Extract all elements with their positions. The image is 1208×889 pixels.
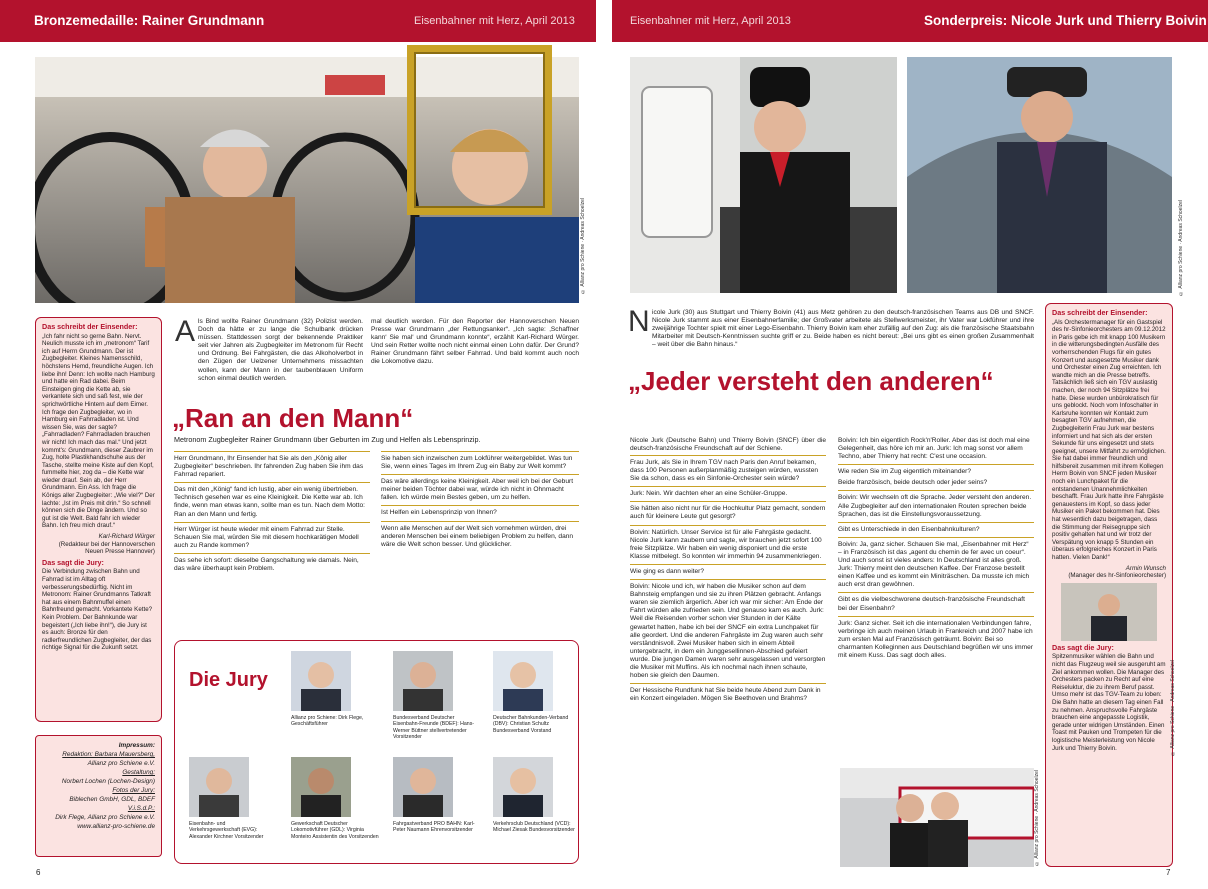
left-sidebar-text-1: „Ich fahr nicht so gerne Bahn. Nervt. Neulich musste ich im „metronom“ Tarif ich auf Herrn Grundmann. Der ist Zugbegleiter. Kleines Namensschild, höchstens Hemd, freundliche Augen. Ich liebe ihn! Denn: Ich wollte nach Hamburg und hatte ein Rad dabei. Beim Einsteigen ging die Kette ab, sie verkantete sich und saß fest, wie der sprichwörtliche Hintern auf dem Eimer. Ich frage den Zugbegleiter, wo in Hamburg ein Fahrradladen ist. Und wissen Sie, was der sagte? „Fahrradladen? Fahrradladen brauchen wir nicht! Ich mach das mal.“ Und jetzt kommt's: Grundmann, dieser Zaubrer im Zug, holte Plastikhandschuhe aus der Tasche, stellte meine Kiste auf den Kopf, fummelte hier, zog da – die Kette war wieder drauf. Sein ab, der Herr Grundmann. Ein Ass. Ich frage die Königs aller Zugbegleiter: „Wie viel?“ Der lachte: „Ist im Preis mit drin.“ So schnell können sich die Dinge ändern. Und so gut ist die Welt. Bald fahr ich wieder Bahn. Ich freu mich drauf.“ [42,332,155,530]
gold-frame [407,45,552,215]
right-intro: icole Jurk (30) aus Stuttgart und Thierry Boivin (41) aus Metz gehören zu den deutsch-französischen Teams aus DB und SNCF. Nicole Jurk stammt aus einer Eisenbahnerfamilie; der Großvater arbeitete als Stellwerksmeister, ihr Vater war Lokführer und ihre zweijährige Tochter spielt mit einer Lego-Eisenbahn. Thierry Boivin kam eher zufällig auf den Zug: als die französische Staatsbahn Mitarbeiter mit Deutsch-Kenntnissen suchte griff er zu. Beide haben es nicht bereut: „Bei uns gibt es einen großen Zusammenhalt – weit über die Bahn hinaus.“ [652,309,1034,349]
right-magazine-line: Eisenbahner mit Herz, April 2013 [630,15,791,27]
left-header-bar [0,0,596,42]
left-headline: „Ran an den Mann“ [172,403,414,433]
impressum-line-4: Norbert Lochen (Lochen-Design) [61,778,155,785]
jury-caption-6: Fahrgastverband PRO BAHN: Karl-Peter Naumann Ehrenvorsitzender [393,821,475,834]
left-subline: Metronom Zugbegleiter Rainer Grundmann über Geburten im Zug und Helfen als Lebensprinzip. [174,436,481,444]
right-qa-col1 [630,452,826,872]
jury-caption-7: Verkehrsclub Deutschland (VCD): Michael Ziesak Bundesvorsitzender [493,821,575,834]
jury-photo-2 [393,651,453,711]
jury-caption-4: Eisenbahn- und Verkehrsgewerkschaft (EVG): Alexander Kirchner Vorsitzender [189,821,264,840]
photo-credit-bottom: © Allianz pro Schiene · Andreas Schoelzel [1034,770,1040,866]
left-qa-question: Ist Helfen ein Lebensprinzip von Ihnen? [381,505,579,517]
jury-photo-6 [393,757,453,817]
right-qa-question: Wie ging es dann weiter? [630,564,826,576]
jury-photo-7 [493,757,553,817]
left-sidebar-heading-2: Das sagt die Jury: [42,557,104,567]
right-header-bar [612,0,1208,42]
right-section-title: Sonderpreis: Nicole Jurk und Thierry Boivin [924,13,1207,28]
left-qa-answer: Wenn alle Menschen auf der Welt sich vornehmen würden, drei anderen Menschen bei einem beliebigen Problem zu helfen, dann wäre die Welt schon besser. Und glücklicher. [381,521,579,549]
impressum-line-3: Gestaltung: [122,769,155,776]
impressum-heading: Impressum: [118,742,155,749]
left-qa-col1 [174,448,370,638]
right-qa-answer: Boivin: Wir wechseln oft die Sprache. Jeder versteht den anderen. Alle Zugbegleiter auf den internationalen Routen sprechen beide Sprachen, das ist die Einstellungsvoraussetzung. [838,490,1034,518]
right-qa-col2 [838,434,1034,764]
left-qa-question: Herr Grundmann, Ihr Einsender hat Sie als den „König aller Zugbegleiter“ beschrieben. Ihr fahrenden Zug haben Sie ihm das Fahrrad repariert. [174,451,370,479]
right-qa-question: Gibt es Unterschiede in den Eisenbahnkulturen? [838,522,1034,534]
left-qa-question: Sie haben sich inzwischen zum Lokführer weitergebildet. Was tun Sie, wenn eines Tages im Ihrem Zug ein Baby zur Welt kommt? [381,451,579,471]
photo-boivin [907,57,1172,293]
right-dropcap: N [628,305,650,338]
photo-credit-right: © Allianz pro Schiene · Andreas Schoelzel [1178,200,1184,296]
right-sidebar-signature-note: (Manager des hr-Sinfonieorchester) [1068,572,1166,580]
left-sidebar-box [35,317,162,722]
right-sidebar-portrait [1061,583,1157,641]
left-sidebar-signature-note: (Redakteur bei der Hannoverschen Neuen Presse Hannover) [58,540,155,556]
right-sidebar-heading-2: Das sagt die Jury: [1052,642,1114,652]
impressum-box [35,735,162,857]
left-sidebar-text-2: Die Verbindung zwischen Bahn und Fahrrad ist im Alltag oft verbesserungsbedürftig. Nicht im Metronom: Rainer Grundmanns Tatkraft hat aus einem Bahnmuffel einen Bahnfreund gemacht. Vorkantete Kette? Kein Problem. Der Bahnkunde war begeistert („Ich liebe ihn!“), die Jury ist es auch: Bronze für den radlerfreundlichen Zugbegleiter, der das richtige Signal für die Zukunft setzt. [42,568,153,652]
right-qa-question: Wie reden Sie im Zug eigentlich miteinander? [838,464,1034,476]
jury-caption-1: Allianz pro Schiene: Dirk Flege, Geschäftsführer [291,715,364,728]
right-qa-question: Gibt es die vielbeschworene deutsch-französische Freundschaft bei der Eisenbahn? [838,592,1034,612]
right-sidebar-text-1: „Als Orchestermanager für ein Gastspiel des hr-Sinfonieorchesters am 09.12.2012 in Paris gebe ich mit knapp 100 Musikern in die witterungsbedingten Ausfälle des vorherrschenden Flugs für ein gutes Konzert und ausgesetzte Musiker dank und Orchester einen Zug erreichten. Ich wandte mich an die Presse betreffs. Tatsächlich ließ sich ein TGV auslastig machen, der noch 94 Sitzplätze frei hatte. Diese wurden unbürokratisch für uns geblockt. Noch vom Infoschalter in Karlsruhe konnten wir Kontakt zum besagten TGV aufnehmen, die Zugbegleiterin Frau Jurk war bestens informiert und hat sich als der ersten Sekunde für uns eingesetzt und stets geeignet, unsere Mitfahrt zu ermöglichen. Sie hat dabei immer freundlich und hilfsbereit zusammen mit ihrem Kollegen Herrn Boivin von SNCF jeden Musiker noch ein Lunchpaket für die entstandenen Unannehmlichkeiten beschafft. Frau Jurk hatte ihre Fahrgäste genauestens im Kopf, so dass jeder Musiker ein Paket bekommen hat. Dies hat wesentlich dazu beigetragen, dass die Stimmung der Reisegruppe sich positiv gehalten hat und wir trotz der Verspätung von knapp 5 Stunden ein überaus erfolgreiches Konzert in Paris hatten. Vielen Dank!“ [1052,318,1166,561]
left-magazine-line: Eisenbahner mit Herz, April 2013 [414,15,575,27]
left-intro-col1: ls Bind wollte Rainer Grundmann (32) Polizist werden. Doch da hätte er zu lange die Schulbank drücken müssen. Stattdessen sorgt der bekennende Praktiker seit vier Jahren als Zugbegleiter im Metronom für Recht und Ordnung. Bei Fahrgästen, die das Alkoholverbot in den Zügen der Uelzener Unternehmens missachten wollen, kann der Mann in der taubenblauen Uniform schon einmal deutlich werden. [198,318,363,382]
photo-jurk-boivin-kiss [840,768,1034,867]
right-qa-question: Der Hessische Rundfunk hat Sie beide heute Abend zum Dank in ein Konzert eingeladen. Mögen Sie Beethoven und Brahms? [630,683,826,703]
jury-caption-5: Gewerkschaft Deutscher Lokomotivführer (GDL): Virginia Monteiro Assistentin des Vorsitzenden [291,821,379,840]
jury-photo-5 [291,757,351,817]
left-qa-question: Herr Würger ist heute wieder mit einem Fahrrad zur Stelle. Schauen Sie mal, würden Sie mit diesem hochkarätigen Modell auch zu Rande kommen? [174,522,370,550]
jury-title: Die Jury [189,669,268,691]
right-qa-answer: Boivin: Ja, ganz sicher. Schauen Sie mal, „Eisenbahner mit Herz“ – in Französisch ist das „agent du chemin de fer avec un coeur“. Und auch sonst ist vieles anders: In Deutschland ist alles groß. Jurk: Thierry meint den deutschen Kaffee. Der Franzose bestellt einen Kaffee und es kommt ein Miniträschen. Da musste ich mich auch erst dran gewöhnen. [838,537,1034,590]
left-dropcap: A [175,315,196,348]
left-section-title: Bronzemedaille: Rainer Grundmann [34,13,265,28]
left-qa-answer: Das sehe ich sofort: dieselbe Gangschaltung wie damals. Nein, das wäre überhaupt kein Problem. [174,553,370,573]
right-qa-answer: Jurk: Ganz sicher. Seit ich die internationalen Verbindungen fahre, verbringe ich auch meinen Urlaub in Frankreich und 2007 habe ich zum ersten Mal auf Französisch geträumt. Boivin: Bei so charmanten Kolleginnen aus Deutschland begrüßen wir uns immer mit einem Kuss. Das sagt doch alles. [838,616,1034,660]
jury-caption-2: Bundesverband Deutscher Eisenbahn-Freunde (BDEF): Hans-Werner Büttner stellvertretender Vorsitzender [393,715,475,741]
impressum-line-6: Biblechen GmbH, GDL, BDEF [69,796,155,803]
impressum-line-2: Allianz pro Schiene e.V. [87,760,155,767]
jury-box [174,640,579,864]
left-qa-col2 [381,448,579,638]
impressum-line-8: Dirk Flege, Allianz pro Schiene e.V. [55,814,155,821]
right-sidebar-text-2: Spitzenmusiker wählen die Bahn und nicht das Flugzeug weil sie ausgeruht am Ziel ankommen wollen. Die Manager des Orchesters packen zu Recht auf eine Reiseluktur, die zu ihrem Beruf passt. Umso mehr ist das TGV-Team zu loben: Die Bahn hatte an diesem Tag einen Fall zu nehmen. Anspruchsvolle Fahrgäste brauchen eine angepasste Logistik, gerade unter widrigen Umständen. Einen Toast mit Pauken und Trompeten für die logistische Meisterleistung von Nicole Jurk und Thierry Boivin. [1052,653,1166,752]
left-sidebar-signature: Karl-Richard Würger [98,533,155,541]
left-qa-answer: Das mit den „König“ fand ich lustig, aber ein wenig übertrieben. Technisch gesehen war es eine Kleinigkeit. Die Kette war ab. Ich finde, wenn man etwas kann, sollte man es tun. Nach dem Motto: Ran an den Mann und fertig. [174,482,370,518]
impressum-website-link[interactable]: www.allianz-pro-schiene.de [77,823,155,830]
right-qa-question: Sie hätten also nicht nur für die Hochkultur Platz gemacht, sondern auch für kleinere Leute gut gesorgt? [630,501,826,521]
impressum-line-7: V.i.S.d.P.: [127,805,155,812]
jury-caption-3: Deutscher Bahnkunden-Verband (DBV): Christian Schultz Bundesverband Vorstand [493,715,569,734]
impressum-line-5: Fotos der Jury: [112,787,155,794]
right-qa-answer: Boivin: Ich bin eigentlich Rock'n'Roller. Aber das ist doch mal eine Gelegenheit, das höre ich mir an. Jurk: Ich mag sonst vor allem Techno, aber Thierry hat recht: C'est une occasion. [838,437,1030,461]
right-qa-answer: Boivin: Nicole und ich, wir haben die Musiker schon auf dem Bahnsteig empfangen und sie zu ihren Plätzen gebracht. Anfangs waren sie ziemlich ärgerlich. Aber ich war mir sicher: Am Ende der Fahrt würden alle zufrieden sein. Und genauso kam es auch. Jurk: Weil die Reisenden vorher schon vier Stunden in der Kälte gewartet hatten, habe ich bei der SNCF ein extra Lunchpaket für alle geordert. Und die anderen Fahrgäste im Zug waren auch sehr verständnisvoll. Zwei Musiker haben sich in einem Abteil untergebracht, in dem ein Junggesellinnen-Abschied gefeiert wurde. Die jungen Damen waren sehr ausgelassen und versorgten die Musiker mit Muffins. Als ich nochmal nach ihnen schaute, hoben sie gleich den Daumen. [630,579,826,680]
jury-photo-3 [493,651,553,711]
right-sidebar-signature: Armin Wunsch [1125,564,1166,572]
jury-photo-4 [189,757,249,817]
right-qa-answer: Jurk: Nein. Wir dachten eher an eine Schüler-Gruppe. [630,486,826,498]
photo-credit-portrait: © Allianz pro Schiene · Andreas Schoelzel [1170,660,1176,756]
left-qa-answer: Das wäre allerdings keine Kleinigkeit. Aber weil ich bei der Geburt meiner beiden Töchter dabei war, würde ich nicht in Ohnmacht fallen. Ich würde mein Bestes geben, um zu helfen. [381,474,579,502]
left-intro-col2: mal deutlich werden. Für den Reporter der Hannoverschen Neuen Presse war Grundmann „der Rettungsanker“. „Ich sagte: ‚Schaffner kann‘ Sie mal‘ und Grundmann konnte“, erzählt Karl-Richard Würger. Und sein Retter wollte noch nicht einmal einen Lohn dafür. Der Grund? Rainer Grundmann fährt selber Fahrrad. Und bald kommt auch noch die Lokomotive dazu. [371,318,579,366]
page-number-left: 6 [36,868,41,877]
right-sidebar-heading-1: Das schreibt der Einsender: [1052,308,1148,317]
right-sidebar-box [1045,303,1173,867]
right-qa-answer: Boivin: Natürlich. Unser Service ist für alle Fahrgäste gedacht. Nicole Jurk kann zaubern und sagte, wir brauchen jetzt sofort 100 freie Sitzplätze. Wir haben ein wenig disponiert und die erste Klasse mitbelegt. So konnten wir immerhin 94 zusammenkriegen. [630,525,826,561]
right-qa-answer: Beide französisch, beide deutsch oder jeder seins? [838,479,988,487]
page-number-right: 7 [1166,868,1171,877]
photo-credit-left: © Allianz pro Schiene · Andreas Schoelzel [580,198,586,294]
impressum-line-1: Redaktion: Barbara Mauersberg, [62,751,155,758]
right-qa-question: Frau Jurk, als Sie in Ihrem TGV nach Paris den Anruf bekamen, dass 100 Personen außerplanmäßig zusteigen würden, wussten Sie da schon, dass es ein Sinfonie-Orchester sein würde? [630,455,826,483]
right-lead: Nicole Jurk (Deutsche Bahn) und Thierry Boivin (SNCF) über die deutsch-französische Freundschaft auf der Schiene. [630,437,826,453]
photo-jurk [630,57,897,293]
left-sidebar-heading-1: Das schreibt der Einsender: [42,322,138,331]
jury-photo-1 [291,651,351,711]
right-headline: „Jeder versteht den anderen“ [628,366,994,396]
